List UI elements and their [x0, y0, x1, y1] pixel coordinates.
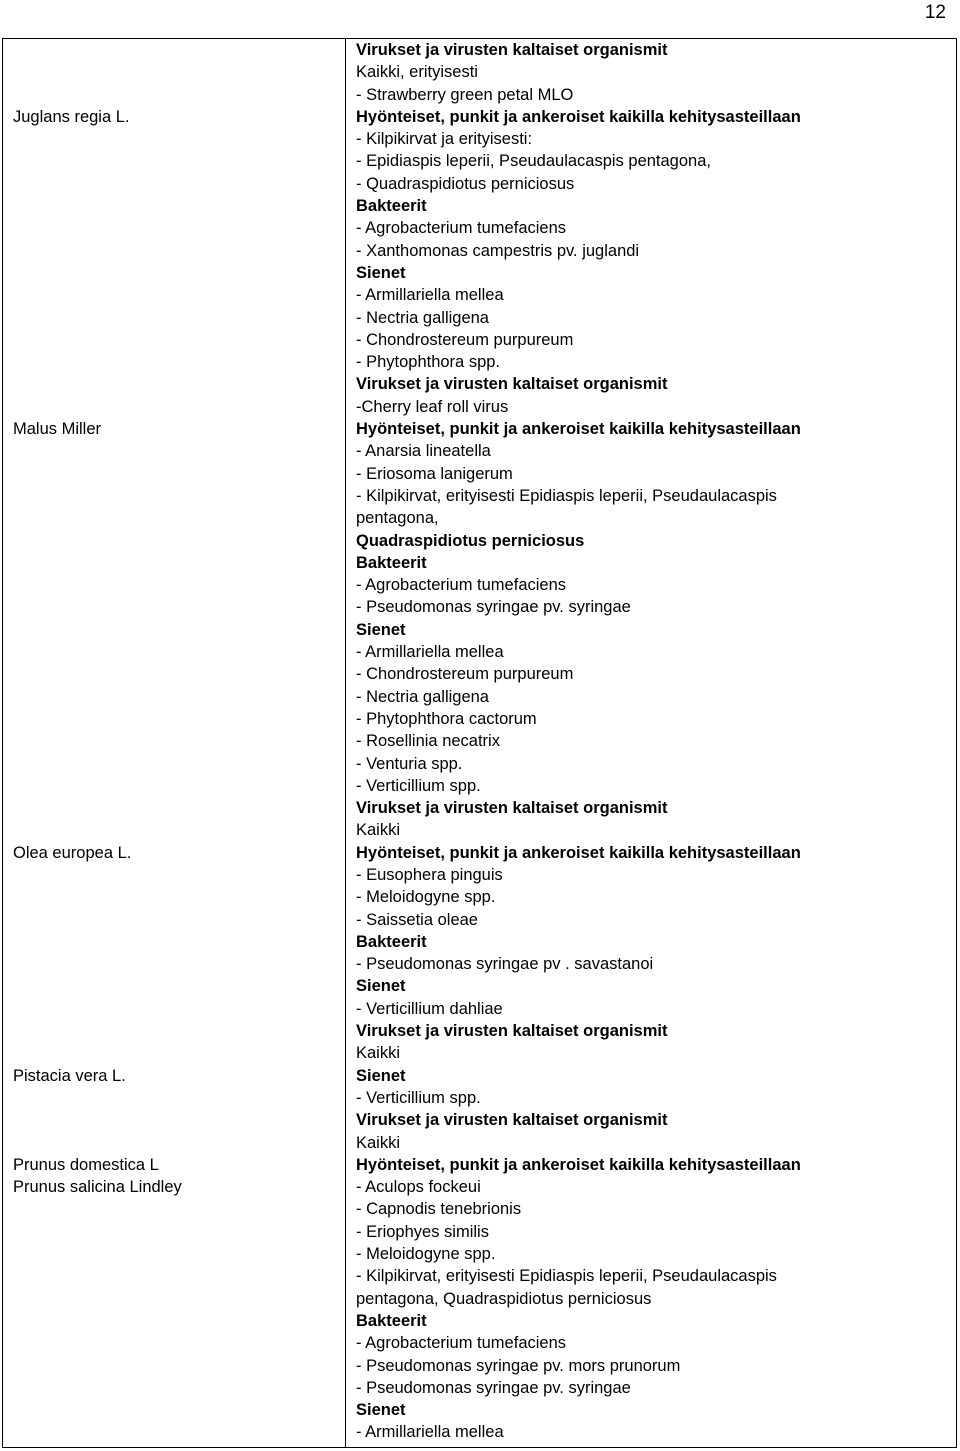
organism-entry: - Verticillium spp.: [356, 776, 481, 795]
organism-entry: - Pseudomonas syringae pv. syringae: [356, 598, 631, 617]
section-heading: Virukset ja virusten kaltaiset organismit: [356, 799, 668, 818]
section-heading: Virukset ja virusten kaltaiset organismit: [356, 1111, 668, 1130]
section-heading: Sienet: [356, 1066, 406, 1085]
section-heading: Virukset ja virusten kaltaiset organismit: [356, 41, 668, 59]
organism-entry: - Armillariella mellea: [356, 643, 504, 662]
section-heading: Virukset ja virusten kaltaiset organismit: [356, 375, 668, 394]
organism-entry: - Phytophthora cactorum: [356, 709, 537, 728]
organism-entry: - Agrobacterium tumefaciens: [356, 576, 567, 595]
organism-entry: - Xanthomonas campestris pv. juglandi: [356, 241, 640, 260]
organism-entry: - Agrobacterium tumefaciens: [356, 219, 567, 238]
organism-entry: - Eriophyes similis: [356, 1222, 489, 1241]
section-heading: Quadraspidiotus perniciosus: [356, 531, 585, 550]
organism-entry: - Venturia spp.: [356, 754, 463, 773]
page-number: 12: [924, 2, 946, 23]
organism-entry: - Capnodis tenebrionis: [356, 1200, 522, 1219]
plant-name: Prunus salicina Lindley: [13, 1178, 182, 1197]
organism-entry: - Meloidogyne spp.: [356, 1245, 496, 1264]
organism-entry: pentagona,: [356, 509, 439, 528]
section-heading: Sienet: [356, 263, 406, 282]
organism-list: [356, 39, 801, 1444]
organism-entry: Kaikki: [356, 821, 401, 840]
organism-entry: - Verticillium dahliae: [356, 999, 503, 1018]
plant-name: Olea europea L.: [13, 843, 132, 862]
organism-entry: - Pseudomonas syringae pv. mors prunorum: [356, 1356, 681, 1375]
organism-entry: - Epidiaspis leperii, Pseudaulacaspis pentagona,: [356, 152, 711, 171]
organism-entry: - Rosellinia necatrix: [356, 732, 500, 751]
organism-entry: - Verticillium spp.: [356, 1088, 481, 1107]
organism-entry: - Meloidogyne spp.: [356, 888, 496, 907]
organism-entry: - Aculops fockeui: [356, 1178, 481, 1197]
organism-entry: Kaikki, erityisesti: [356, 63, 478, 82]
section-heading: Sienet: [356, 1401, 406, 1420]
organism-entry: - Kilpikirvat ja erityisesti:: [356, 130, 533, 149]
section-heading: Bakteerit: [356, 932, 427, 951]
plant-name: Malus Miller: [13, 420, 102, 439]
organism-entry: - Nectria galligena: [356, 308, 489, 327]
organism-entry: -Cherry leaf roll virus: [356, 397, 509, 416]
section-heading: Bakteerit: [356, 1311, 427, 1330]
organism-entry: - Saissetia oleae: [356, 910, 478, 929]
organism-entry: - Strawberry green petal MLO: [356, 85, 574, 104]
organism-entry: - Eusophera pinguis: [356, 865, 503, 884]
table-frame: [2, 38, 957, 1448]
plant-name: Juglans regia L.: [13, 107, 130, 126]
organism-entry: - Chondrostereum purpureum: [356, 330, 574, 349]
section-heading: Bakteerit: [356, 197, 427, 216]
organism-entry: - Agrobacterium tumefaciens: [356, 1334, 567, 1353]
column-divider: [345, 39, 346, 1447]
plant-name: Pistacia vera L.: [13, 1066, 126, 1085]
organism-entry: - Pseudomonas syringae pv . savastanoi: [356, 955, 654, 974]
organism-entry: pentagona, Quadraspidiotus perniciosus: [356, 1289, 652, 1308]
section-heading: Hyönteiset, punkit ja ankeroiset kaikilla kehitysasteillaan: [356, 1155, 801, 1174]
organism-entry: - Quadraspidiotus perniciosus: [356, 174, 575, 193]
organism-entry: - Eriosoma lanigerum: [356, 464, 513, 483]
section-heading: Hyönteiset, punkit ja ankeroiset kaikilla kehitysasteillaan: [356, 107, 801, 126]
organism-entry: Kaikki: [356, 1133, 401, 1152]
section-heading: Hyönteiset, punkit ja ankeroiset kaikilla kehitysasteillaan: [356, 420, 801, 439]
section-heading: Sienet: [356, 620, 406, 639]
organism-entry: - Chondrostereum purpureum: [356, 665, 574, 684]
organism-entry: - Anarsia lineatella: [356, 442, 491, 461]
organism-entry: - Phytophthora spp.: [356, 353, 501, 372]
organism-entry: - Armillariella mellea: [356, 286, 504, 305]
section-heading: Hyönteiset, punkit ja ankeroiset kaikilla kehitysasteillaan: [356, 843, 801, 862]
section-heading: Virukset ja virusten kaltaiset organismit: [356, 1022, 668, 1041]
section-heading: Sienet: [356, 977, 406, 996]
organism-entry: Kaikki: [356, 1044, 401, 1063]
plant-name: Prunus domestica L: [13, 1156, 159, 1174]
organism-entry: - Pseudomonas syringae pv. syringae: [356, 1378, 631, 1397]
organism-entry: - Armillariella mellea: [356, 1423, 504, 1442]
section-heading: Bakteerit: [356, 553, 427, 572]
organism-entry: - Kilpikirvat, erityisesti Epidiaspis leperii, Pseudaulacaspis: [356, 1267, 777, 1286]
organism-entry: - Nectria galligena: [356, 687, 489, 706]
organism-entry: - Kilpikirvat, erityisesti Epidiaspis leperii, Pseudaulacaspis: [356, 486, 777, 505]
